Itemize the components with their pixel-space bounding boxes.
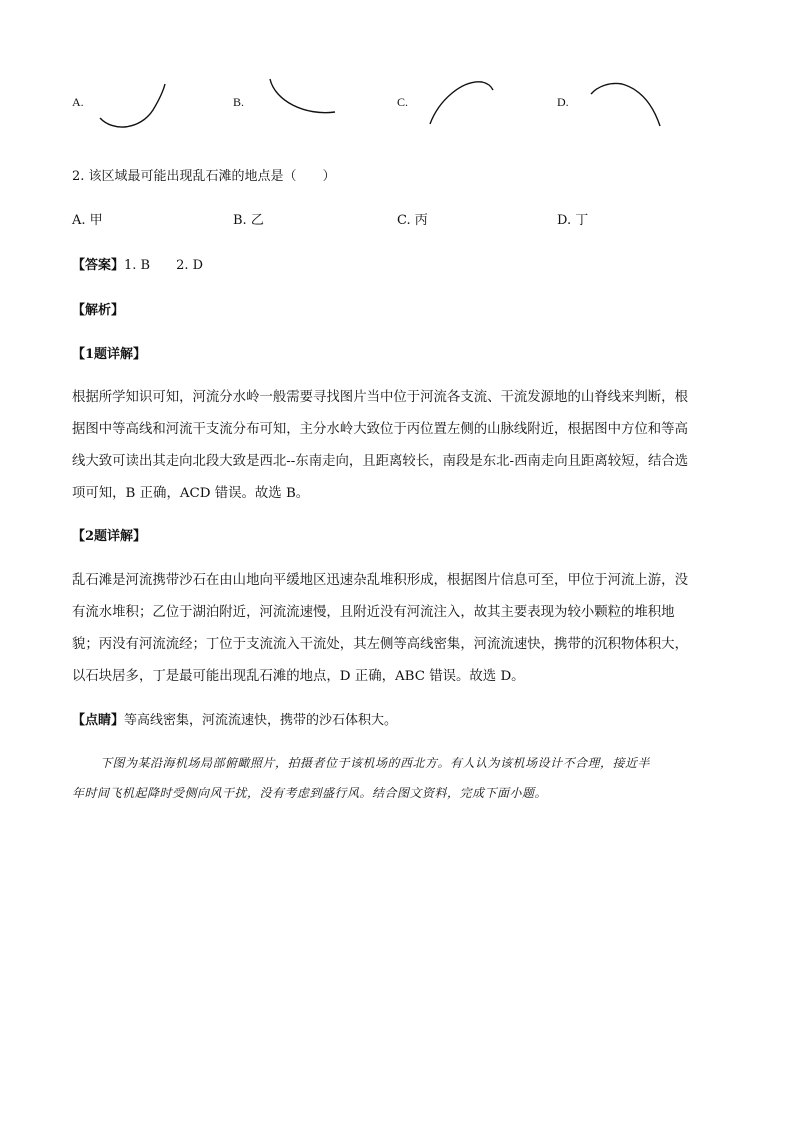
curve-c-icon [427, 78, 497, 128]
detail-2-line: 貌；丙没有河流流经；丁位于支流流入干流处，其左侧等高线密集，河流流速快，携带的沉积物体积大， [72, 637, 688, 652]
analysis-tag: 【解析】 [72, 303, 125, 318]
passage-line: 下图为某沿海机场局部俯瞰照片，拍摄者位于该机场的西北方。有人认为该机场设计不合理，接近半 [100, 756, 651, 770]
detail-1-line: 据图中等高线和河流干支流分布可知，主分水岭大致位于丙位置左侧的山脉线附近，根据图中方位和等高 [72, 422, 688, 437]
option-b-label: B. [233, 95, 245, 109]
tip-text: 等高线密集，河流流速快，携带的沙石体积大。 [124, 713, 398, 728]
detail-1-line: 线大致可读出其走向北段大致是西北--东南走向，且距离较长，南段是东北-西南走向且距离较短，结合选 [72, 454, 689, 469]
detail-2-line: 乱石滩是河流携带沙石在由山地向平缓地区迅速杂乱堆积形成，根据图片信息可至，甲位于河流上游，没 [72, 573, 688, 588]
curve-d-icon [588, 78, 664, 130]
option-a-label: A. [72, 95, 84, 109]
curve-a-icon [95, 80, 170, 130]
question-2-option-a: A. 甲 [72, 213, 103, 228]
option-d-label: D. [557, 95, 569, 109]
detail-2-line: 以石块居多，丁是最可能出现乱石滩的地点，D 正确，ABC 错误。故选 D。 [72, 669, 525, 684]
question-2-option-c: C. 丙 [397, 213, 428, 228]
tip-tag: 【点睛】 [72, 713, 125, 728]
tip-line [72, 709, 397, 728]
detail-2-title: 【2题详解】 [72, 529, 147, 544]
detail-1-line: 项可知，B 正确，ACD 错误。故选 B。 [72, 486, 310, 501]
answer-tag: 【答案】 [72, 258, 125, 273]
answer-line [72, 254, 203, 273]
answer-text: 1. B 2. D [124, 258, 204, 273]
curve-b-icon [265, 76, 345, 121]
question-2-option-d: D. 丁 [557, 213, 589, 228]
detail-2-line: 有流水堆积；乙位于湖泊附近，河流流速慢，且附近没有河流注入，故其主要表现为较小颗粒的堆积地 [72, 605, 675, 620]
question-2-stem: 2. 该区域最可能出现乱石滩的地点是（ ） [72, 169, 336, 184]
passage-line: 年时间飞机起降时受侧向风干扰，没有考虑到盛行风。结合图文资料，完成下面小题。 [72, 786, 548, 800]
detail-1-line: 根据所学知识可知，河流分水岭一般需要寻找图片当中位于河流各支流、干流发源地的山脊线来判断，根 [72, 390, 688, 405]
option-c-label: C. [397, 95, 409, 109]
detail-1-title: 【1题详解】 [72, 347, 147, 362]
question-2-option-b: B. 乙 [233, 213, 264, 228]
